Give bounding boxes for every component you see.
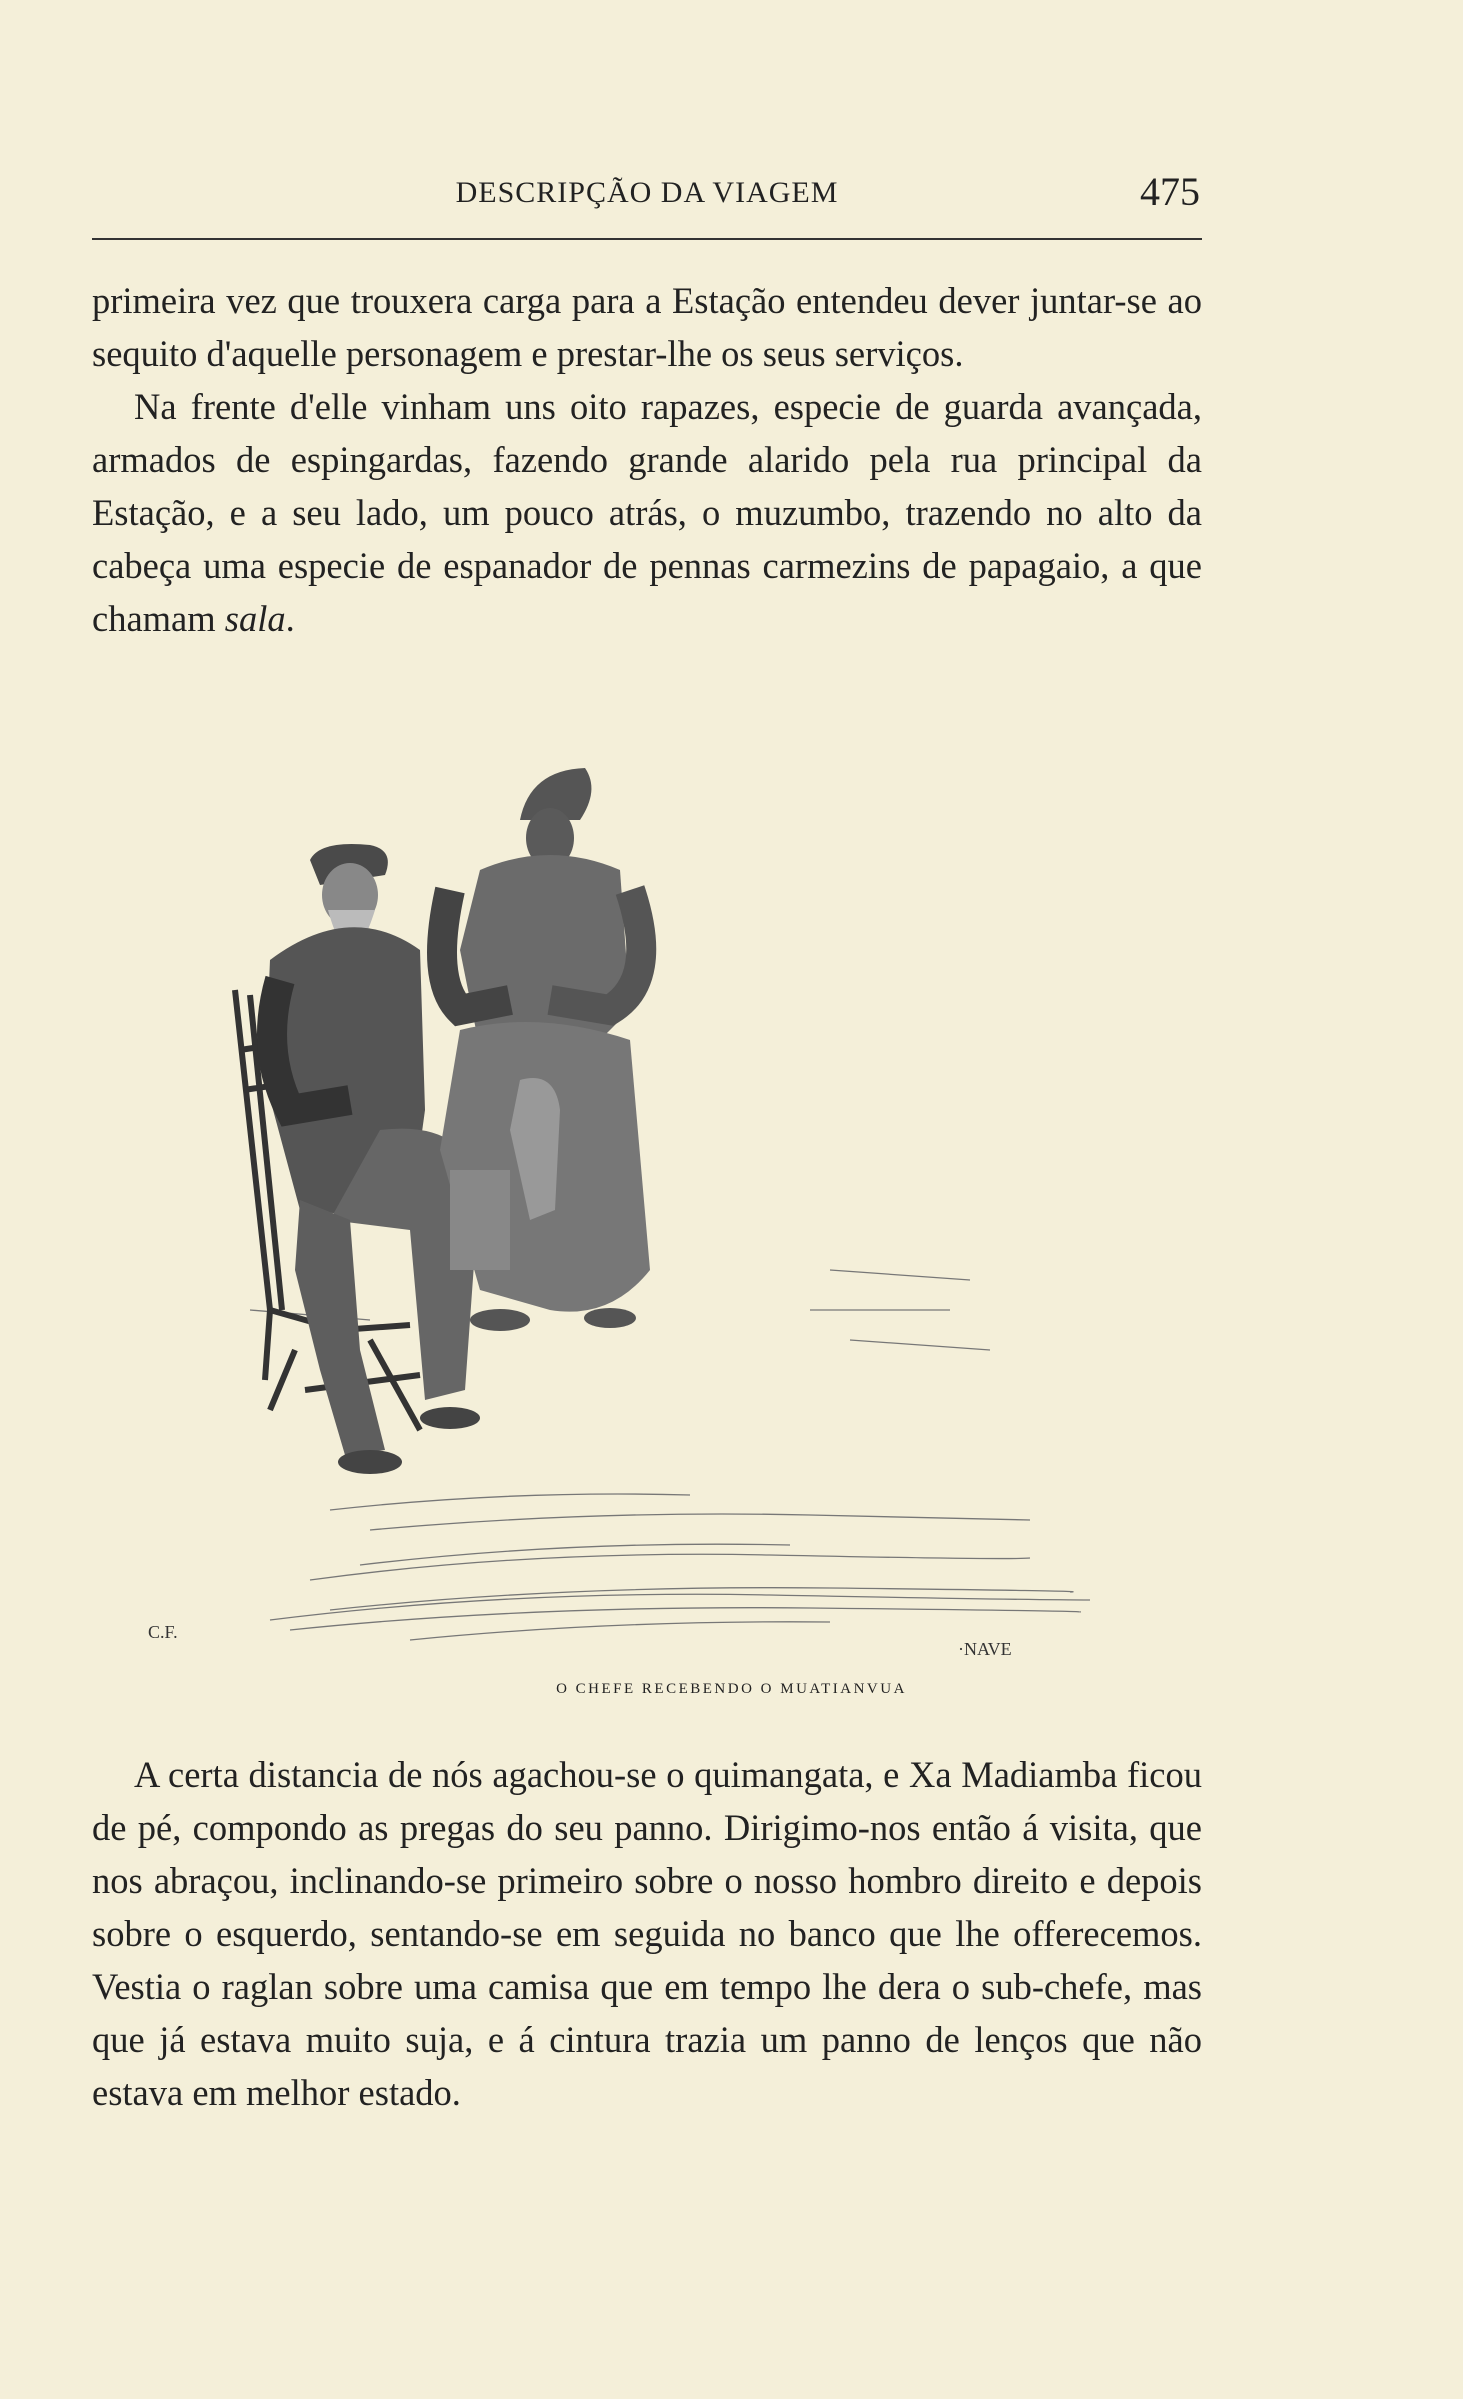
paragraph-2-end: . (285, 598, 295, 639)
figure-caption: O CHEFE RECEBENDO O MUATIANVUA (556, 1681, 907, 1697)
man-right (440, 768, 650, 1331)
text-block-top (92, 274, 1202, 645)
text-block-bottom (92, 1748, 1202, 2119)
running-title: DESCRIPÇÃO DA VIAGEM (455, 176, 839, 209)
signature-left: C.F. (148, 1622, 178, 1642)
page-number: 475 (1140, 169, 1200, 214)
paragraph-2-text: Na frente d'elle vinham uns oito rapazes, especie de guarda avançada, armados de espingardas, fazendo grande alarido pela rua principal da Estação, e a seu lado, um pouco atrás, o muzumbo, trazendo no alto da cabeça uma especie de espanador de pennas carmezins de papagaio, a que chamam (92, 386, 1202, 639)
running-head (92, 168, 1202, 228)
engraving-illustration (148, 750, 1110, 1659)
signature-right: ·NAVE (958, 1639, 1012, 1659)
paragraph-1: primeira vez que trouxera carga para a Estação entendeu dever juntar-se ao sequito d'aquelle personagem e prestar-lhe os seus serviços. (92, 280, 1202, 374)
paragraph-2 (92, 380, 1202, 645)
paragraph-2-italic: sala (224, 598, 286, 639)
paragraph-3: A certa distancia de nós agachou-se o quimangata, e Xa Madiamba ficou de pé, compondo as pregas do seu panno. Dirigimo-nos então á visita, que nos abraçou, inclinando-se primeiro sobre o nosso hombro direito e depois sobre o esquerdo, sentando-se em seguida no banco que lhe offerecemos. Vestia o raglan sobre uma camisa que em tempo lhe dera o sub-chefe, mas que já estava muito suja, e á cintura trazia um panno de lenços que não estava em melhor estado. (92, 1754, 1202, 2113)
header-rule (92, 238, 1202, 240)
